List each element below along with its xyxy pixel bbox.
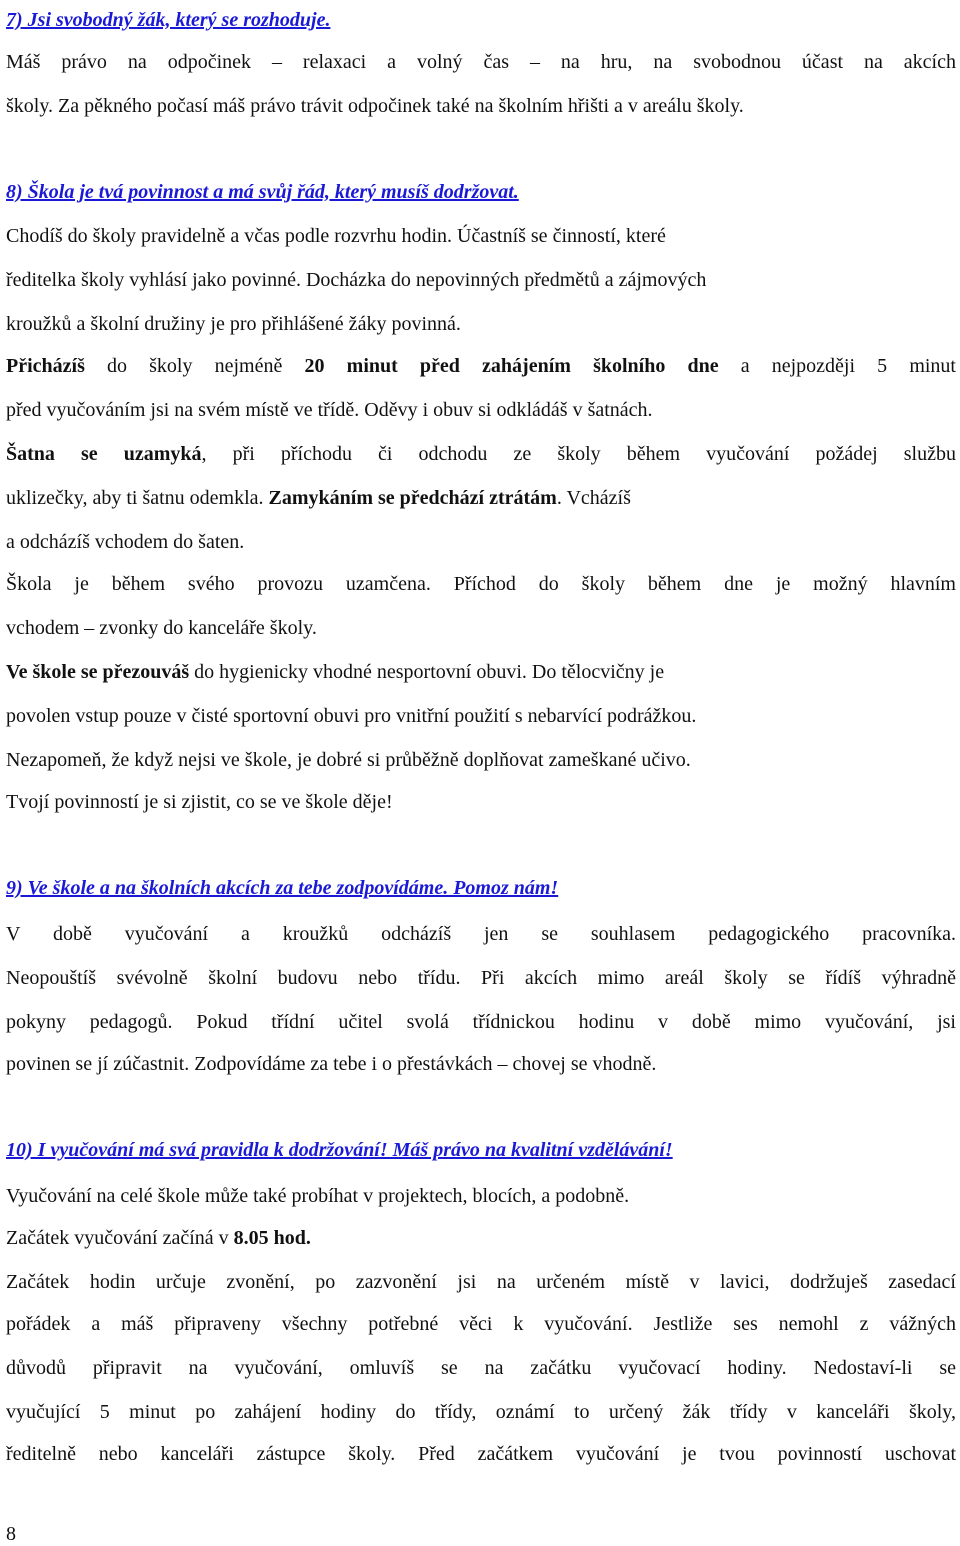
bold-text: Šatna se uzamyká: [6, 443, 202, 465]
section-9-line-3: pokyny pedagogů. Pokud třídní učitel svolá třídnickou hodinu v době mimo vyučování, jsi: [6, 1011, 956, 1033]
section-10-line-5: důvodů připravit na vyučování, omluvíš se na začátku vyučovací hodiny. Nedostaví-li se: [6, 1357, 956, 1379]
bold-text: 20 minut před zahájením školního dne: [304, 355, 719, 377]
section-9-heading: 9) Ve škole a na školních akcích za tebe zodpovídáme. Pomoz nám!: [6, 877, 559, 899]
bold-text: Ve škole se přezouváš: [6, 661, 190, 683]
section-10-line-3: Začátek hodin určuje zvonění, po zazvonění jsi na určeném místě v lavici, dodržuješ zasedací: [6, 1271, 956, 1293]
section-8-line-4: [6, 354, 956, 378]
section-8-line-7: [6, 486, 956, 510]
section-8-heading: 8) Škola je tvá povinnost a má svůj řád, který musíš dodržovat.: [6, 181, 519, 203]
section-8-line-12: povolen vstup pouze v čisté sportovní obuvi pro vnitřní použití s nebarvící podrážkou.: [6, 705, 697, 727]
section-8-line-3: kroužků a školní družiny je pro přihlášené žáky povinná.: [6, 313, 461, 335]
text-run: , při příchodu či odchodu ze školy během vyučování požádej službu: [201, 443, 956, 465]
section-7-line-2: školy. Za pěkného počasí máš právo trávit odpočinek také na školním hřišti a v areálu školy.: [6, 95, 744, 117]
section-10-line-6: vyučující 5 minut po zahájení hodiny do třídy, oznámí to určený žák třídy v kanceláři školy,: [6, 1401, 956, 1423]
section-10-line-2: [6, 1226, 956, 1250]
section-8-line-10: vchodem – zvonky do kanceláře školy.: [6, 617, 317, 639]
section-8-line-8: a odcházíš vchodem do šaten.: [6, 531, 245, 553]
section-8-line-11: [6, 660, 956, 684]
text-run: uklizečky, aby ti šatnu odemkla.: [6, 487, 269, 509]
section-10-heading: 10) I vyučování má svá pravidla k dodržování! Máš právo na kvalitní vzdělávání!: [6, 1139, 673, 1161]
bold-text: 8.05 hod.: [233, 1227, 311, 1249]
section-10-line-7: ředitelně nebo kanceláři zástupce školy. Před začátkem vyučování je tvou povinností uschovat: [6, 1443, 956, 1465]
text-run: do hygienicky vhodné nesportovní obuvi. Do tělocvičny je: [189, 661, 665, 683]
section-9-line-4: povinen se jí zúčastnit. Zodpovídáme za tebe i o přestávkách – chovej se vhodně.: [6, 1053, 657, 1075]
section-7-line-1: Máš právo na odpočinek – relaxaci a volný čas – na hru, na svobodnou účast na akcích: [6, 51, 956, 73]
section-7-heading: 7) Jsi svobodný žák, který se rozhoduje.: [6, 9, 331, 31]
section-8-line-9: Škola je během svého provozu uzamčena. Příchod do školy během dne je možný hlavním: [6, 573, 956, 595]
page-number: 8: [6, 1523, 16, 1545]
section-8-line-2: ředitelka školy vyhlásí jako povinné. Docházka do nepovinných předmětů a zájmových: [6, 269, 707, 291]
section-8-line-6: [6, 442, 956, 466]
bold-text: Přicházíš: [6, 355, 85, 377]
section-9-line-2: Neopouštíš svévolně školní budovu nebo třídu. Při akcích mimo areál školy se řídíš výhradně: [6, 967, 956, 989]
text-run: Začátek vyučování začíná v: [6, 1227, 234, 1249]
section-8-line-14: Tvojí povinností je si zjistit, co se ve škole děje!: [6, 791, 393, 813]
section-10-line-4: pořádek a máš připraveny všechny potřebné věci k vyučování. Jestliže ses nemohl z vážných: [6, 1313, 956, 1335]
section-8-line-1: Chodíš do školy pravidelně a včas podle rozvrhu hodin. Účastníš se činností, které: [6, 225, 666, 247]
text-run: a nejpozději 5 minut: [718, 355, 956, 377]
section-9-line-1: V době vyučování a kroužků odcházíš jen se souhlasem pedagogického pracovníka.: [6, 923, 956, 945]
section-8-line-13: Nezapomeň, že když nejsi ve škole, je dobré si průběžně doplňovat zameškané učivo.: [6, 749, 691, 771]
section-8-line-5: před vyučováním jsi na svém místě ve třídě. Oděvy i obuv si odkládáš v šatnách.: [6, 399, 653, 421]
section-10-line-1: Vyučování na celé škole může také probíhat v projektech, blocích, a podobně.: [6, 1185, 630, 1207]
bold-text: Zamykáním se předchází ztrátám: [268, 487, 557, 509]
text-run: do školy nejméně: [84, 355, 305, 377]
text-run: . Vcházíš: [556, 487, 631, 509]
